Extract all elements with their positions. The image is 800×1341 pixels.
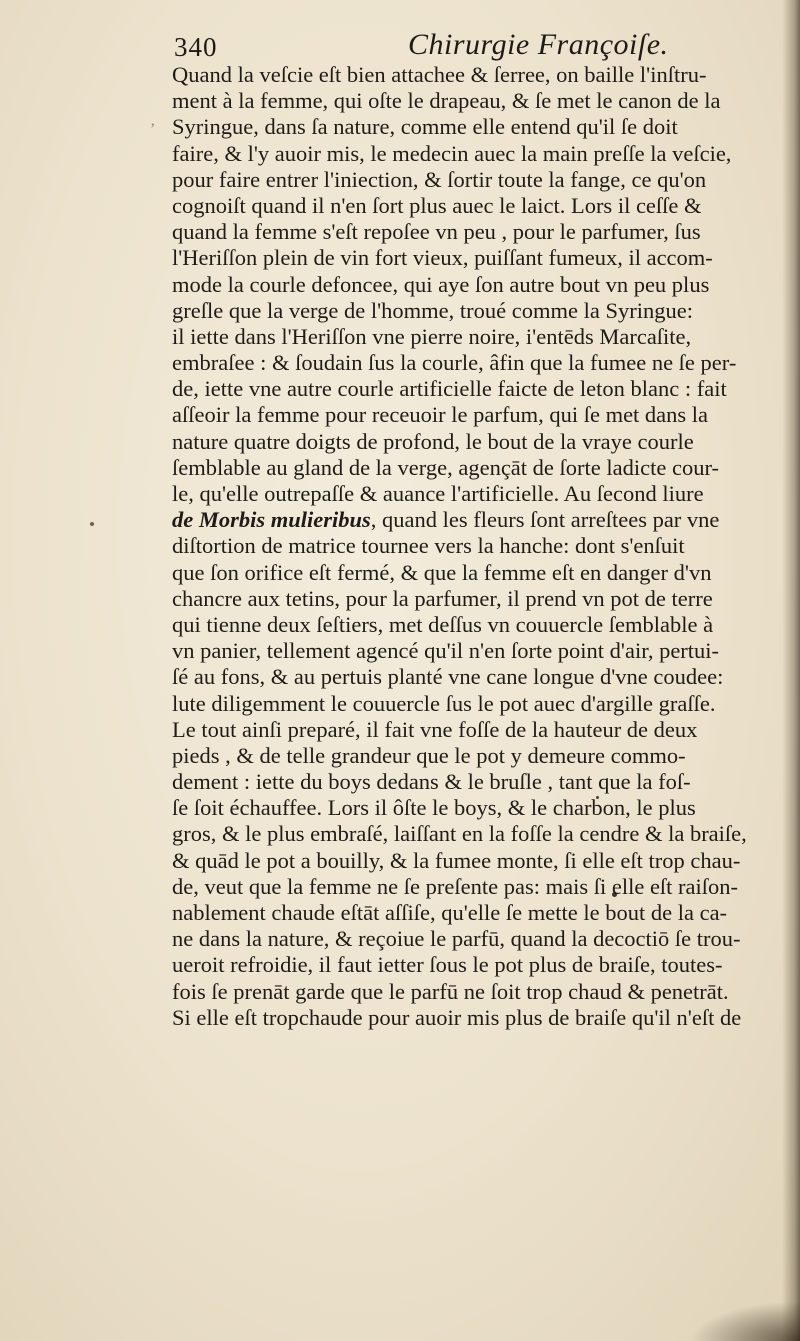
text-line: Quand la veſcie eſt bien attachee & ſerree, on baille l'inſtru- bbox=[172, 62, 707, 87]
text-line: que ſon orifice eſt fermé, & que la femme eſt en danger d'vn bbox=[172, 559, 712, 585]
text-line: lute diligemment le couuercle ſus le pot auec d'argille graſſe. bbox=[172, 690, 716, 716]
text-line: chancre aux tetins, pour la parfumer, il prend vn pot de terre bbox=[172, 585, 713, 611]
running-title: Chirurgie Françoiſe. bbox=[408, 28, 669, 61]
text-line: Si elle eſt tropchaude pour auoir mis plus de braiſe qu'il n'eſt de bbox=[172, 1004, 742, 1030]
text-line: de, iette vne autre courle artificielle faicte de leton blanc : fait bbox=[172, 376, 727, 402]
margin-dot bbox=[90, 522, 94, 526]
text-line: l'Heriſſon plein de vin fort vieux, puiſſant fumeux, il accom- bbox=[172, 245, 713, 271]
text-line: ment à la femme, qui oſte le drapeau, & ſe met le canon de la bbox=[172, 88, 721, 114]
text-line: ſemblable au gland de la verge, agençāt de ſorte ladicte cour- bbox=[172, 454, 719, 480]
text-line: le, qu'elle outrepaſſe & auance l'artificielle. Au ſecond liure bbox=[172, 481, 704, 506]
text-line: fois ſe prenāt garde que le parfū ne ſoit trop chaud & penetrāt. bbox=[172, 978, 729, 1004]
book-citation: de Morbis mulieribus bbox=[172, 507, 371, 533]
corner-stain bbox=[690, 1301, 800, 1341]
text-line-rest: , quand les fleurs ſont arreſtees par vne bbox=[370, 507, 720, 533]
text-line: qui tienne deux ſeſtiers, met deſſus vn couuercle ſemblable à bbox=[172, 611, 714, 637]
text-line: aſſeoir la femme pour receuoir le parfum, qui ſe met dans la bbox=[172, 402, 709, 428]
text-line: nature quatre doigts de profond, le bout de la vraye courle bbox=[172, 428, 694, 454]
text-line: ueroit refroidie, il faut ietter ſous le pot plus de braiſe, toutes- bbox=[172, 952, 723, 978]
text-line: Le tout ainſi preparé, il fait vne foſſe de la hauteur de deux bbox=[172, 716, 698, 742]
text-line: de, veut que la femme ne ſe preſente pas: mais ſi elle eſt raiſon- bbox=[172, 873, 739, 899]
text-line: nablement chaude eſtāt aſſiſe, qu'elle ſe mette le bout de la ca- bbox=[172, 900, 728, 925]
text-line: faire, & l'y auoir mis, le medecin auec la main preſſe la veſcie, bbox=[172, 140, 732, 166]
text-line: embraſee : & ſoudain ſus la courle, âfin que la fumee ne ſe per- bbox=[172, 350, 737, 376]
text-line: greſle que la verge de l'homme, troué comme la Syringue: bbox=[172, 297, 693, 323]
text-line: ſé au fons, & au pertuis planté vne cane longue d'vne coudee: bbox=[172, 664, 724, 690]
margin-mark: ‚ bbox=[150, 112, 156, 129]
text-line: mode la courle defoncee, qui aye ſon autre bout vn peu plus bbox=[172, 271, 710, 297]
text-line: vn panier, tellement agencé qu'il n'en ſorte point d'air, pertui- bbox=[172, 638, 720, 664]
text-line: pieds , & de telle grandeur que le pot y demeure commo- bbox=[172, 742, 686, 768]
text-line: Syringue, dans ſa nature, comme elle entend qu'il ſe doit bbox=[172, 114, 678, 140]
body-text bbox=[172, 62, 792, 1031]
text-line: gros, & le plus embraſé, laiſſant en la foſſe la cendre & la braiſe, bbox=[172, 821, 747, 847]
text-line: & quād le pot a bouilly, & la fumee monte, ſi elle eſt trop chau- bbox=[172, 847, 741, 873]
text-line: quand la femme s'eſt repoſee vn peu , pour le parfumer, ſus bbox=[172, 219, 701, 245]
text-line: ne dans la nature, & reçoiue le parfū, quand la decoctiō ſe trou- bbox=[172, 926, 741, 952]
text-line: pour faire entrer l'iniection, & ſortir toute la fange, ce qu'on bbox=[172, 166, 707, 192]
text-line: cognoiſt quand il n'en ſort plus auec le laict. Lors il ceſſe & bbox=[172, 192, 702, 218]
text-line: dement : iette du boys dedans & le bruſle , tant que la foſ- bbox=[172, 769, 691, 795]
text-line-with-citation bbox=[172, 507, 792, 533]
page-number: 340 bbox=[174, 32, 218, 62]
text-line: diſtortion de matrice tournee vers la hanche: dont s'enſuit bbox=[172, 533, 685, 559]
text-line: il iette dans l'Heriſſon vne pierre noire, i'entēds Marcaſite, bbox=[172, 323, 692, 349]
text-line: ſe ſoit échauffee. Lors il ôſte le boys, & le charbon, le plus bbox=[172, 795, 696, 821]
